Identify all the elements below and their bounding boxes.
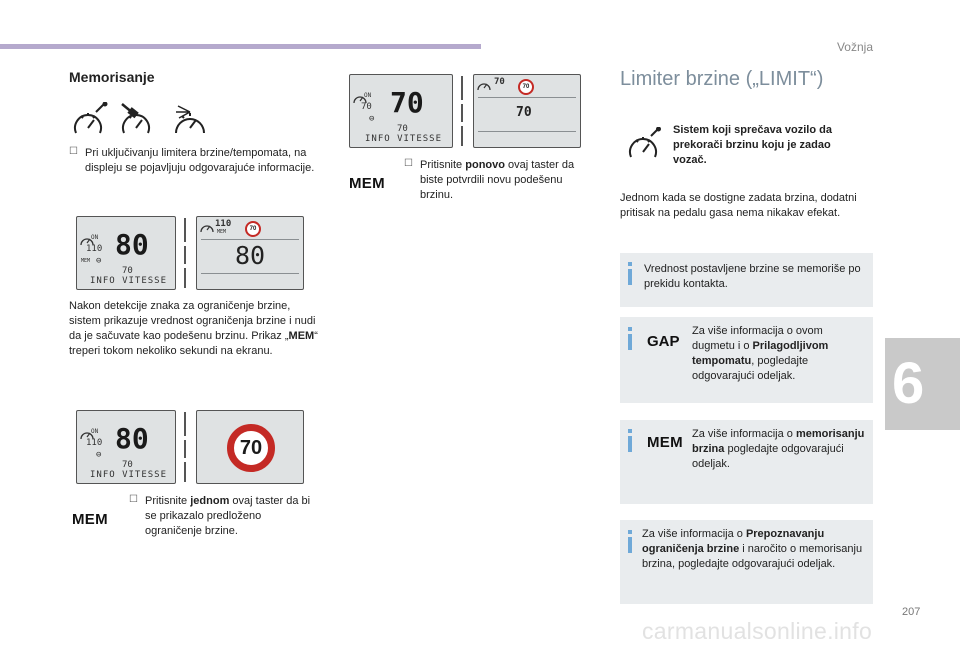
info-vitesse-label: INFO VITESSE <box>365 134 443 144</box>
current-speed: 80 <box>115 422 149 455</box>
bullet-text: Pritisnite jednom ovaj taster da bi se prikazalo predloženo ograničenje brzine. <box>145 495 311 537</box>
minus-symbol: ⊖ <box>96 450 102 460</box>
section-title: Limiter brzine („LIMIT“) <box>620 68 824 90</box>
minus-symbol: ⊖ <box>96 256 102 266</box>
speedometer-icons <box>72 102 212 138</box>
info-icon <box>628 530 632 534</box>
set-speed: 70 <box>494 77 505 87</box>
minus-symbol: ⊖ <box>369 114 375 124</box>
divider <box>478 131 576 132</box>
separator <box>461 104 463 122</box>
checkbox-bullet-icon: ☐ <box>404 158 413 169</box>
on-label: ON <box>91 428 99 435</box>
display-left-panel <box>76 216 176 290</box>
cluster-display-2 <box>76 410 304 484</box>
display-right-panel <box>196 410 304 484</box>
separator <box>461 126 463 146</box>
detected-limit: 70 <box>122 460 133 470</box>
info-icon <box>628 269 632 285</box>
info-box <box>620 253 873 307</box>
detected-limit: 70 <box>397 124 408 134</box>
mem-indicator: MEM <box>217 229 227 235</box>
divider <box>201 239 299 240</box>
checkbox-bullet-icon: ☐ <box>129 494 138 505</box>
separator <box>184 412 186 436</box>
watermark: carmanualsonline.info <box>642 618 873 644</box>
bullet-item <box>404 158 589 203</box>
mem-button-label: MEM <box>647 434 683 451</box>
info-text: Za više informacija o ovom dugmetu i o Prilagodljivom tempomatu, pogledajte odgovarajući odeljak. <box>692 325 829 382</box>
separator <box>184 440 186 458</box>
checkbox-bullet-icon: ☐ <box>69 146 78 157</box>
display-right-panel <box>473 74 581 148</box>
speed-limit-sign: 70 <box>245 221 261 237</box>
current-speed: 70 <box>390 86 424 119</box>
set-speed: 110 <box>86 438 103 448</box>
on-label: ON <box>91 234 99 241</box>
current-speed: 80 <box>235 241 266 270</box>
separator <box>184 218 186 242</box>
mem-button-label: MEM <box>349 175 385 192</box>
info-icon <box>628 327 632 331</box>
separator <box>461 76 463 100</box>
gap-button-label: GAP <box>647 333 680 350</box>
section-title: Memorisanje <box>69 69 155 85</box>
info-text: Za više informacija o memorisanju brzina pogledajte odgovarajući odeljak. <box>692 428 865 470</box>
speedometer-icon <box>627 127 661 159</box>
page-number: 207 <box>902 606 921 618</box>
display-left-panel <box>76 410 176 484</box>
display-left-panel <box>349 74 453 148</box>
display-right-panel <box>196 216 304 290</box>
info-icon <box>628 334 632 350</box>
paragraph: Nakon detekcije znaka za ograničenje brzine, sistem prikazuje vrednost ograničenja brzine i nudi da je sačuvate kao podešenu brzinu. Prikaz „MEM“ treperi tokom nekoliko sekundi na ekranu. <box>69 300 318 357</box>
info-box <box>620 420 873 504</box>
mem-indicator: MEM <box>81 258 91 264</box>
detected-limit: 70 <box>122 266 133 276</box>
bullet-text: Pri uključivanju limitera brzine/tempomata, na displeju se pojavljuju odgovarajuće informacije. <box>85 147 315 174</box>
info-icon <box>628 429 632 433</box>
divider <box>201 273 299 274</box>
divider <box>478 97 576 98</box>
intro-text: Sistem koji sprečava vozilo da prekorači brzinu koju je zadao vozač. <box>673 124 832 166</box>
info-vitesse-label: INFO VITESSE <box>90 276 168 286</box>
separator <box>184 246 186 264</box>
info-icon <box>628 537 632 553</box>
cluster-display-3 <box>349 74 581 148</box>
info-box <box>620 317 873 403</box>
speedometer-icon <box>477 79 491 91</box>
info-icon <box>628 436 632 452</box>
current-speed: 70 <box>516 105 532 120</box>
speedometer-cruise-icon <box>176 106 204 133</box>
chapter-name: Vožnja <box>836 40 873 54</box>
bullet-item <box>129 494 314 539</box>
chapter-number: 6 <box>892 351 925 416</box>
set-speed: 110 <box>215 219 232 229</box>
separator <box>184 268 186 288</box>
paragraph: Jednom kada se dostigne zadata brzina, dodatni pritisak na pedalu gasa nema nikakav efekat. <box>620 192 857 219</box>
cluster-display-1 <box>76 216 304 290</box>
info-text: Za više informacija o Prepoznavanju ograničenja brzine i naročito o memorisanju brzina, pogledajte odgovarajući odeljak. <box>642 528 863 570</box>
set-speed: 70 <box>361 102 372 112</box>
speedometer-limit-icon <box>122 104 149 133</box>
header-accent-bar <box>0 44 481 49</box>
current-speed: 80 <box>115 228 149 261</box>
on-label: ON <box>364 92 372 99</box>
info-icon <box>628 262 632 266</box>
bullet-text: Pritisnite ponovo ovaj taster da biste potvrdili novu podešenu brzinu. <box>420 159 575 201</box>
info-vitesse-label: INFO VITESSE <box>90 470 168 480</box>
set-speed: 110 <box>86 244 103 254</box>
speed-limit-sign: 70 <box>518 79 534 95</box>
speedometer-icon <box>75 103 107 134</box>
bullet-item <box>69 146 319 176</box>
info-text: Vrednost postavljene brzine se memoriše po prekidu kontakta. <box>644 263 861 290</box>
speed-limit-sign: 70 <box>227 424 275 472</box>
speedometer-icon <box>200 221 214 233</box>
separator <box>184 462 186 482</box>
info-box <box>620 520 873 604</box>
mem-button-label: MEM <box>72 511 108 528</box>
